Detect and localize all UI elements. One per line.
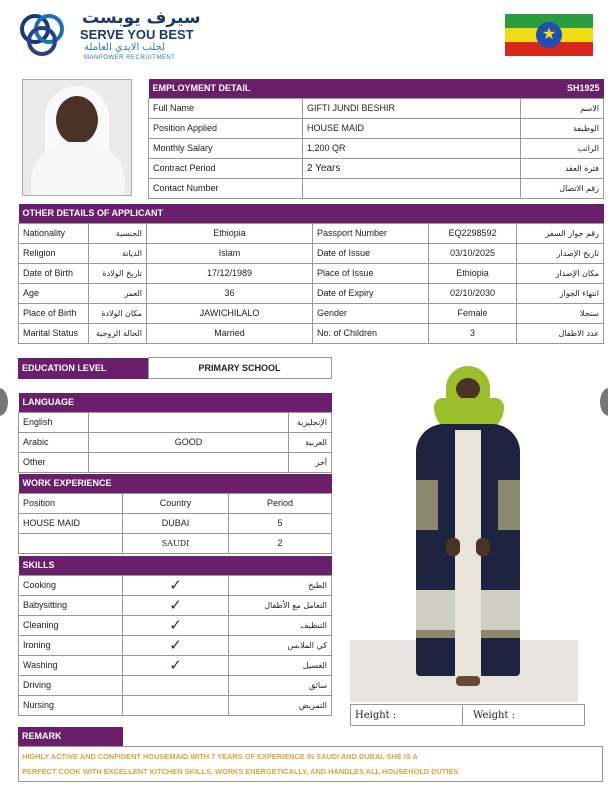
remark-line-2: PERFECT COOK WITH EXCELLENT KITCHEN SKILLS, WORKS ENERGETICALLY, AND HANDLES ALL HOUSEHOLD DUTIES [22, 767, 459, 776]
other-details-title: OTHER DETAILS OF APPLICANT [19, 204, 604, 223]
table-row: Other آخر [19, 452, 332, 472]
table-row: Ironing ✓ كي الملابس [19, 635, 332, 655]
brand-logo [20, 12, 76, 58]
language-table [18, 393, 332, 473]
remark-box [18, 746, 603, 782]
employment-detail-title: EMPLOYMENT DETAIL [149, 79, 415, 98]
table-row: Nationality الجنسية Ethiopia Passport Number EQ2298592 رقم جواز السفر [19, 223, 604, 243]
weight-label: Weight : [463, 705, 585, 726]
table-row: Washing ✓ الغسيل [19, 655, 332, 675]
employment-detail-table [148, 79, 604, 199]
remark-title: REMARK [18, 727, 123, 746]
table-row: Religion الديانة Islam Date of Issue 03/10/2025 تاريخ الإصدار [19, 243, 604, 263]
check-icon: ✓ [123, 595, 229, 615]
work-experience-table [18, 474, 332, 554]
skills-title: SKILLS [19, 556, 332, 575]
brand-name-en: SERVE YOU BEST [80, 27, 194, 42]
table-row: Monthly Salary 1,200 QR الراتب [149, 138, 604, 158]
education-level-title: EDUCATION LEVEL [18, 358, 148, 379]
table-row: Nursing التمريض [19, 695, 332, 715]
applicant-portrait [22, 79, 132, 196]
work-experience-title: WORK EXPERIENCE [19, 474, 332, 493]
table-row: Marital Status الحالة الزوجية Married No. of Children 3 عدد الاطفال [19, 323, 604, 343]
table-row: English الإنجليزية [19, 412, 332, 432]
table-row: Age العمر 36 Date of Expiry 02/10/2030 انتهاء الجواز [19, 283, 604, 303]
skills-table [18, 556, 332, 716]
table-row: Contract Period 2 Years فترة العقد [149, 158, 604, 178]
remark-line-1: HIGHLY ACTIVE AND CONFIDENT HOUSEMAID WITH 7 YEARS OF EXPERIENCE IN SAUDI AND DUBAI. SHE IS A [22, 752, 418, 761]
language-title: LANGUAGE [19, 393, 332, 412]
education-level-table [18, 357, 332, 379]
table-row: Place of Birth مكان الولادة JAWICHILALO Gender Female سنجلا [19, 303, 604, 323]
check-icon: ✓ [123, 575, 229, 595]
brand-name-ar: سيرف يوبست [82, 8, 201, 28]
height-label: Height : [351, 705, 463, 726]
applicant-full-photo [350, 350, 578, 702]
other-details-table [18, 204, 604, 344]
table-row: Driving سائق [19, 675, 332, 695]
table-row: Arabic GOOD العربية [19, 432, 332, 452]
table-row: Cleaning ✓ التنظيف [19, 615, 332, 635]
table-row: Position Applied HOUSE MAID الوظيفة [149, 118, 604, 138]
check-icon: ✓ [123, 635, 229, 655]
left-scroll-handle[interactable] [0, 388, 8, 416]
measurements-table [350, 704, 585, 726]
flag-emblem-icon: ★ [536, 22, 562, 48]
brand-tag-en: MANPOWER RECRUITMENT [84, 55, 176, 61]
table-row: SAUDI 2 [19, 533, 332, 553]
ethiopia-flag [505, 14, 593, 56]
table-row: HOUSE MAID DUBAI 5 [19, 513, 332, 533]
table-row: Date of Birth تاريخ الولادة 17/12/1989 Place of Issue Ethiopia مكان الإصدار [19, 263, 604, 283]
check-icon: ✓ [123, 655, 229, 675]
table-row: Contact Number رقم الاتصال [149, 178, 604, 198]
table-row: Full Name GIFTI JUNDI BESHIR الاسم [149, 98, 604, 118]
education-level-value: PRIMARY SCHOOL [148, 358, 331, 379]
table-row: Cooking ✓ الطبخ [19, 575, 332, 595]
reference-number: SH1925 [415, 79, 604, 98]
right-scroll-handle[interactable] [600, 388, 608, 416]
table-row: Babysitting ✓ التعامل مع الأطفال [19, 595, 332, 615]
brand-tag-ar: لجلب الايدي العاملة [84, 42, 166, 53]
check-icon: ✓ [123, 615, 229, 635]
table-row: Position Country Period [19, 493, 332, 513]
